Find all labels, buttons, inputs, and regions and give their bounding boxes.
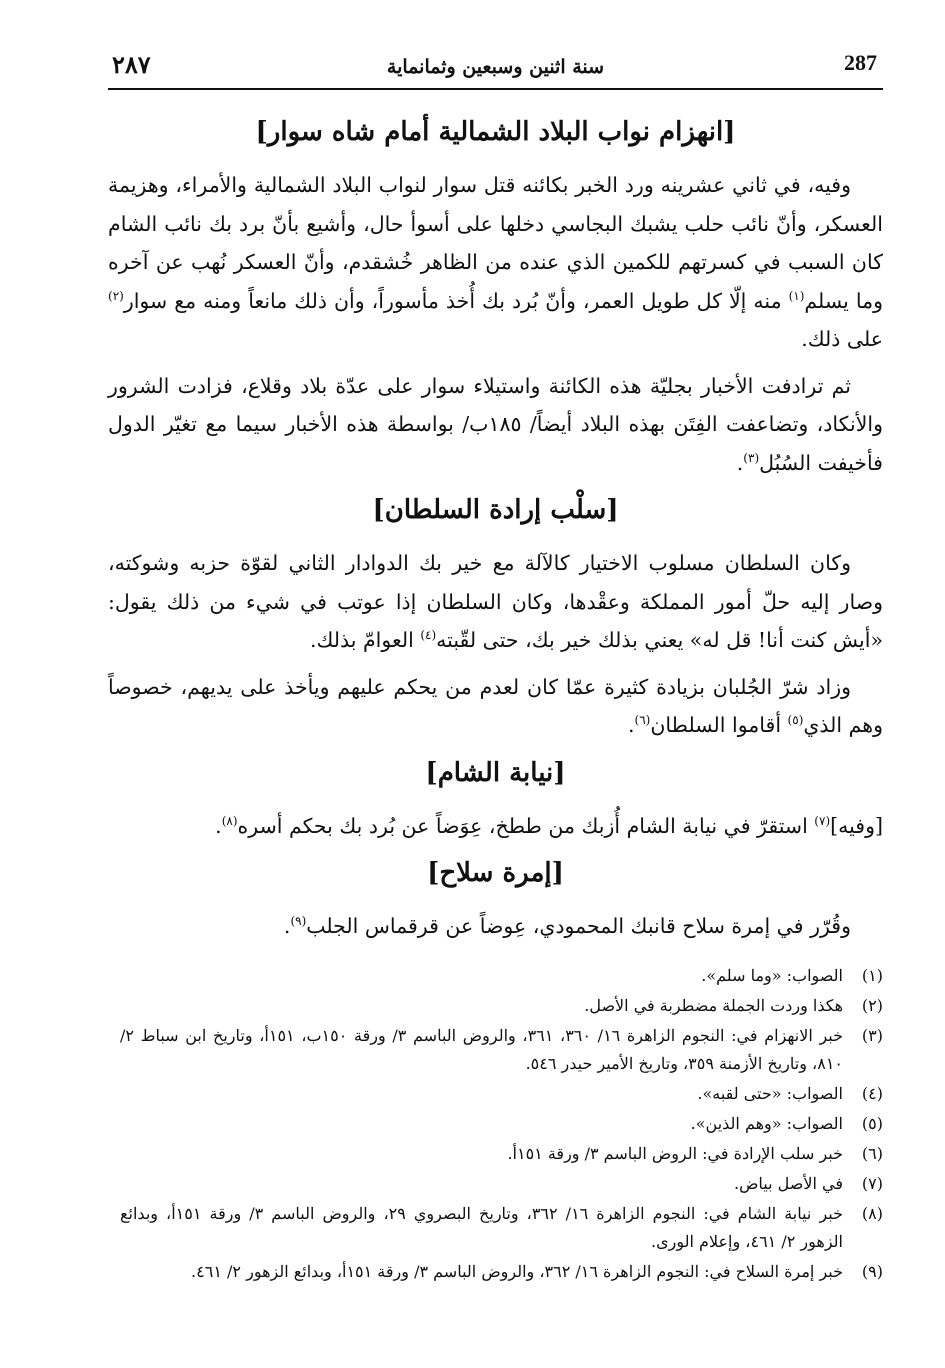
footnote-ref: (٨) bbox=[221, 813, 238, 828]
page-number-arabic: ٢٨٧ bbox=[112, 50, 151, 79]
section-heading: [إمرة سلاح] bbox=[427, 858, 564, 888]
footnote-ref: (١) bbox=[788, 288, 805, 303]
section-heading: [انهزام نواب البلاد الشمالية أمام شاه سوار] bbox=[255, 117, 736, 147]
footnote-number: (٩) bbox=[861, 1262, 883, 1281]
footnote-ref: (٢) bbox=[108, 288, 124, 303]
paragraph: وقُرّر في إمرة سلاح قانبك المحمودي، عِوضاً عن قرقماس الجلب$^{(٩)}$. bbox=[283, 914, 851, 938]
section-heading: [نيابة الشام] bbox=[425, 757, 566, 788]
main-text bbox=[108, 108, 883, 954]
section-heading: [سلْب إرادة السلطان] bbox=[372, 495, 619, 525]
footnote bbox=[120, 1022, 883, 1078]
footnote-ref: (٣) bbox=[743, 450, 760, 465]
footnote-text: هكذا وردت الجملة مضطربة في الأصل. bbox=[584, 996, 843, 1015]
footnote-text: خبر سلب الإرادة في: الروض الباسم ٣/ ورقة ١٥١أ. bbox=[507, 1144, 843, 1163]
footnote bbox=[120, 1258, 883, 1286]
paragraph: وزاد شرّ الجُلبان بزيادة كثيرة عمّا كان لعدم من يحكم عليهم ويأخذ على يديهم، خصوصاً وهم الذي$^{(٥)}$ أقاموا السلطان$^{(٦)}$. bbox=[108, 674, 883, 737]
page-number-latin: 287 bbox=[844, 50, 877, 75]
footnote-number: (٧) bbox=[861, 1174, 883, 1193]
footnote-text: الصواب: «وهم الذين». bbox=[690, 1114, 843, 1133]
footnote-ref: (٥) bbox=[787, 713, 804, 728]
paragraph: وكان السلطان مسلوب الاختيار كالآلة مع خير بك الدوادار الثاني لقوّة حزبه وشوكته، وصار إليه حلّ أمور المملكة وعقْدها، وكان السلطان إذا عوتب في شيء من ذلك يقول: «أيش كنت أنا! قل له» يعني بذلك خير بك، حتى لقّبته$^{(٤)}$ العوامّ بذلك. bbox=[108, 551, 883, 652]
footnote-text: الصواب: «وما سلم». bbox=[701, 966, 843, 985]
footnote-number: (٤) bbox=[861, 1084, 883, 1103]
footnote-number: (٨) bbox=[861, 1204, 883, 1223]
footnote-number: (٦) bbox=[861, 1144, 883, 1163]
footnote-ref: (٩) bbox=[290, 914, 307, 929]
footnote-ref: (٤) bbox=[420, 628, 437, 643]
footnote-text: في الأصل بياض. bbox=[733, 1174, 843, 1193]
footnote-number: (٢) bbox=[861, 996, 883, 1015]
footnote bbox=[120, 1200, 883, 1256]
footnote-text: خبر إمرة السلاح في: النجوم الزاهرة ١٦/ ٣٦٢، والروض الباسم ٣/ ورقة ١٥١أ، وبدائع الزهور ٢/ ٤٦١. bbox=[191, 1262, 843, 1281]
footnotes bbox=[120, 962, 883, 1288]
footnote-text: خبر نيابة الشام في: النجوم الزاهرة ١٦/ ٣٦٢، وتاريخ البصروي ٢٩، والروض الباسم ٣/ ورقة ١٥١أ، وبدائع الزهور ٢/ ٤٦١، وإعلام الورى. bbox=[120, 1204, 843, 1251]
footnote-number: (٥) bbox=[861, 1114, 883, 1133]
footnote bbox=[120, 1140, 883, 1168]
paragraph: وفيه، في ثاني عشرينه ورد الخبر بكائنه قتل سوار لنواب البلاد الشمالية والأمراء، وهزيمة العسكر، وأنّ نائب حلب يشبك البجاسي دخلها على أسوأ حال، وأشيع بأنّ برد بك نائب الشام كان السبب في كسرتهم للكمين الذي عنده من الظاهر خُشقدم، وأنّ العسكر نُهب عن آخره وما يسلم$^{(١)}$ منه إلّا كل طويل العمر، وأنّ بُرد بك أُخذ مأسوراً، وأن ذلك مانعاً ومنه مع سوار$^{(٢)}$ على ذلك. bbox=[108, 173, 883, 351]
footnote-ref: (٧) bbox=[814, 813, 831, 828]
running-title: سنة اثنين وسبعين وثمانماية bbox=[386, 56, 605, 78]
page-header bbox=[108, 48, 883, 90]
footnote bbox=[120, 992, 883, 1020]
footnote-number: (٣) bbox=[861, 1026, 883, 1045]
footnote bbox=[120, 1110, 883, 1138]
paragraph: [وفيه]$^{(٧)}$ استقرّ في نيابة الشام أُزبك من ططخ، عِوَضاً عن بُرد بك بحكم أسره$^{(٨)}$. bbox=[215, 813, 883, 838]
footnote bbox=[120, 1080, 883, 1108]
footnote-ref: (٦) bbox=[634, 713, 651, 728]
footnote-text: خبر الانهزام في: النجوم الزاهرة ١٦/ ٣٦٠، ٣٦١، والروض الباسم ٣/ ورقة ١٥٠ب، ١٥١أ، وتاريخ ابن سباط ٢/ ٨١٠، وتاريخ الأزمنة ٣٥٩، وتاريخ الأمير حيدر ٥٤٦. bbox=[120, 1026, 844, 1073]
footnote bbox=[120, 1170, 883, 1198]
footnote-number: (١) bbox=[861, 966, 883, 985]
footnote-text: الصواب: «حتى لقبه». bbox=[697, 1084, 843, 1103]
paragraph: ثم ترادفت الأخبار بجليّة هذه الكائنة واستيلاء سوار على عدّة بلاد وقلاع، فزادت الشرور والأنكاد، وتضاعفت الفِتَن بهذه البلاد أيضاً/ ١٨٥ب/ بواسطة هذه الأخبار سيما مع تغيّر الدول فأخيفت السُبُل$^{(٣)}$. bbox=[108, 373, 883, 475]
footnote bbox=[120, 962, 883, 990]
